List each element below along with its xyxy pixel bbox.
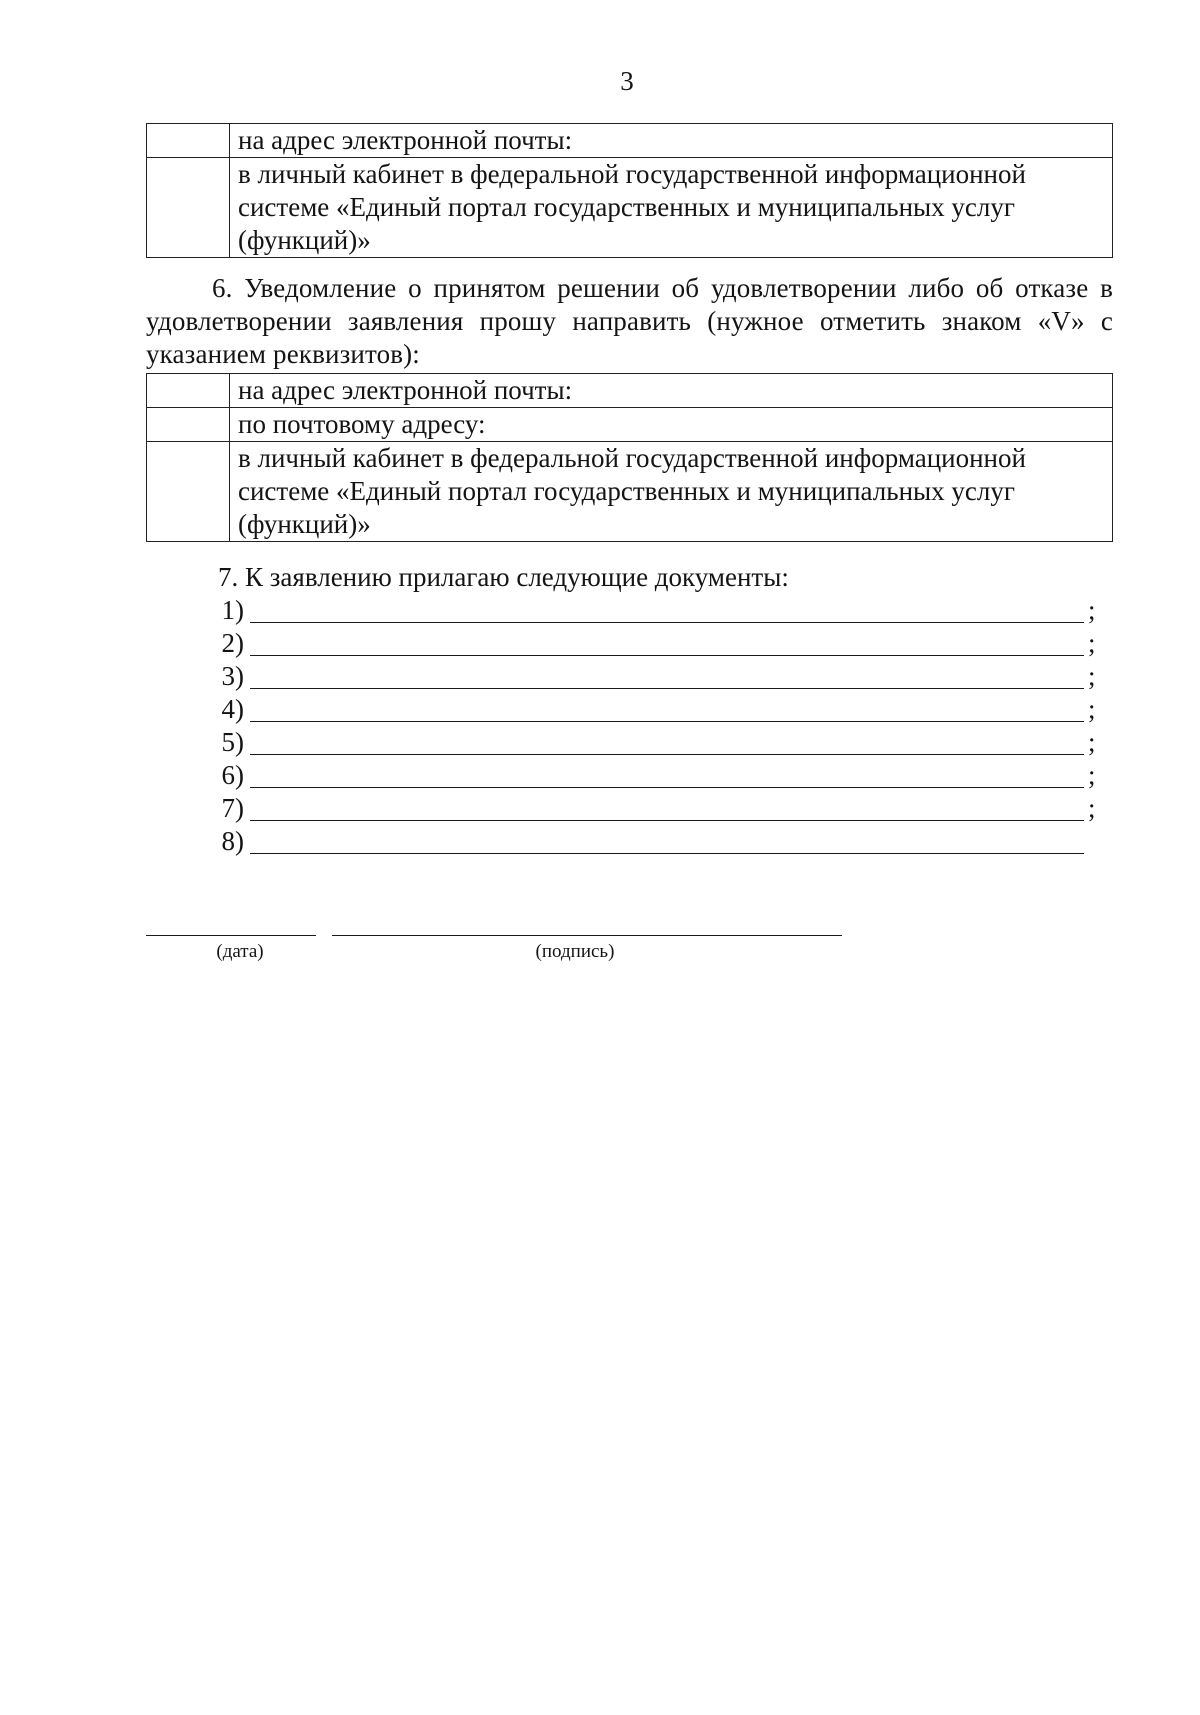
list-number: 7) <box>221 793 244 823</box>
document-field[interactable] <box>250 787 1084 788</box>
list-number: 3) <box>221 661 244 691</box>
date-caption: (дата) <box>216 941 264 962</box>
checkbox-cell[interactable] <box>147 124 230 158</box>
list-number: 8) <box>221 826 244 856</box>
list-number: 1) <box>221 595 244 625</box>
line-terminator: ; <box>1088 760 1096 790</box>
list-number: 2) <box>221 628 244 658</box>
checkbox-cell[interactable] <box>147 442 230 542</box>
document-field[interactable] <box>250 655 1084 656</box>
line-terminator: ; <box>1088 628 1096 658</box>
list-number: 4) <box>221 694 244 724</box>
document-field[interactable] <box>250 622 1084 623</box>
section-6-paragraph: 6. Уведомление о принятом решении об удовлетворении либо об отказе в удовлетворении заявления прошу направить (нужное отметить знаком «V» с указанием реквизитов): <box>146 273 1113 369</box>
notification-options-table <box>146 373 1113 542</box>
signature-caption: (подпись) <box>535 941 615 962</box>
table-row <box>147 124 1113 158</box>
delivery-options-table-top <box>146 123 1113 258</box>
option-email: на адрес электронной почты: <box>230 374 1113 408</box>
table-row <box>147 374 1113 408</box>
document-line-4 <box>214 693 1094 726</box>
checkbox-cell[interactable] <box>147 408 230 442</box>
line-terminator: ; <box>1088 661 1096 691</box>
document-field[interactable] <box>250 853 1084 854</box>
option-postal: по почтовому адресу: <box>230 408 1113 442</box>
document-field[interactable] <box>250 688 1084 689</box>
line-terminator: ; <box>1088 595 1096 625</box>
document-line-7 <box>214 792 1094 825</box>
line-terminator: ; <box>1088 694 1096 724</box>
option-email: на адрес электронной почты: <box>230 124 1113 158</box>
list-number: 5) <box>221 727 244 757</box>
section-7-heading: 7. К заявлению прилагаю следующие документы: <box>218 562 789 592</box>
option-gosuslugi: в личный кабинет в федеральной государственной информационной системе «Единый портал государственных и муниципальных услуг (функций)» <box>230 158 1113 258</box>
line-terminator: ; <box>1088 727 1096 757</box>
table-row <box>147 442 1113 542</box>
document-field[interactable] <box>250 721 1084 722</box>
document-field[interactable] <box>250 820 1084 821</box>
checkbox-cell[interactable] <box>147 158 230 258</box>
date-field[interactable] <box>146 935 316 936</box>
signature-field[interactable] <box>332 935 842 936</box>
list-number: 6) <box>221 760 244 790</box>
document-line-5 <box>214 726 1094 759</box>
document-line-1 <box>214 594 1094 627</box>
document-field[interactable] <box>250 754 1084 755</box>
document-line-6 <box>214 759 1094 792</box>
document-line-2 <box>214 627 1094 660</box>
document-line-3 <box>214 660 1094 693</box>
table-row <box>147 408 1113 442</box>
page-number: 3 <box>620 66 634 96</box>
table-row <box>147 158 1113 258</box>
line-terminator: ; <box>1088 793 1096 823</box>
option-gosuslugi: в личный кабинет в федеральной государственной информационной системе «Единый портал государственных и муниципальных услуг (функций)» <box>230 442 1113 542</box>
checkbox-cell[interactable] <box>147 374 230 408</box>
document-line-8 <box>214 825 1094 858</box>
